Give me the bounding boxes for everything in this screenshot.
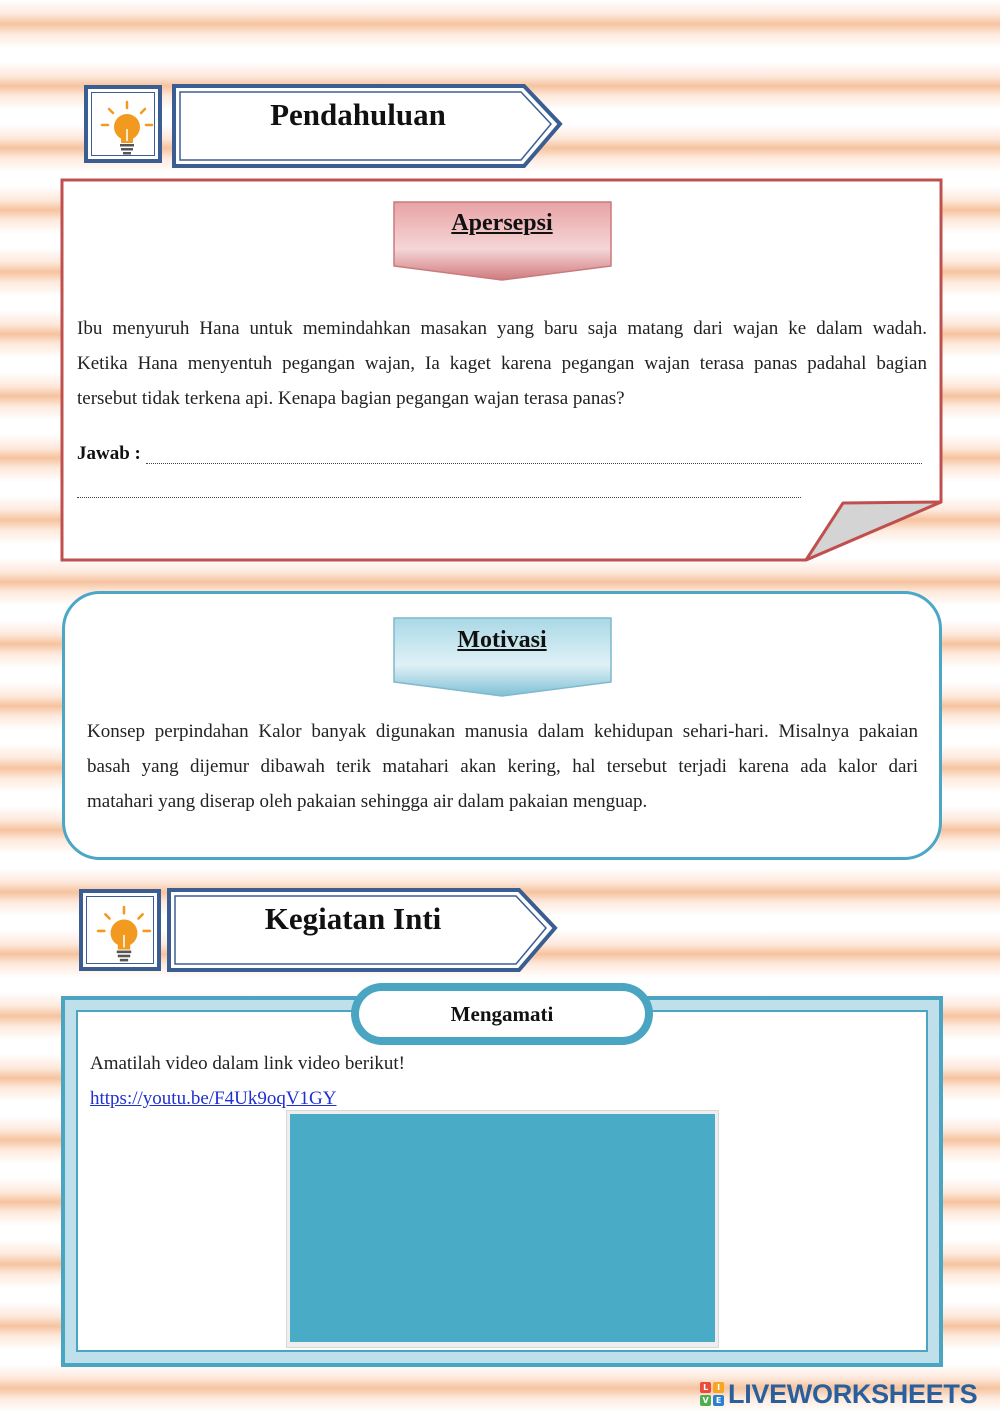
pendahuluan-title: Pendahuluan [270,97,446,132]
motivasi-line: Konsep perpindahan Kalor banyak digunakan manusia dalam kehidupan sehari-hari. Misalnya pakaian [87,721,918,742]
apersepsi-line: Ketika Hana menyentuh pegangan wajan, Ia kaget karena pegangan wajan terasa panas padahal bagian [77,353,927,374]
motivasi-line: basah yang dijemur dibawah terik matahari akan kering, hal tersebut terjadi karena ada kalor dari [87,756,918,777]
mengamati-title: Mengamati [450,1002,554,1026]
apersepsi-title: Apersepsi [451,210,553,236]
motivasi-title: Motivasi [457,627,547,653]
answer-field-line-2[interactable] [77,497,801,498]
motivasi-text [87,714,918,819]
kegiatan-inti-icon-box [79,889,161,971]
liveworksheets-watermark [700,1378,977,1410]
lightbulb-icon [98,99,156,157]
apersepsi-text [77,311,927,416]
motivasi-line: matahari yang diserap oleh pakaian sehingga air dalam pakaian menguap. [87,791,648,812]
apersepsi-line: Ibu menyuruh Hana untuk memindahkan masakan yang baru saja matang dari wajan ke dalam wadah. [77,318,927,339]
answer-field[interactable] [146,446,922,464]
liveworksheets-logo: L I V E [700,1382,724,1406]
mengamati-instruction: Amatilah video dalam link video berikut! [90,1053,406,1074]
apersepsi-line: tersebut tidak terkena api. Kenapa bagian pegangan wajan terasa panas? [77,388,625,409]
watermark-text: LIVEWORKSHEETS [728,1378,978,1409]
video-link[interactable]: https://youtu.be/F4Uk9oqV1GY [90,1088,337,1109]
video-player[interactable] [290,1114,715,1342]
pendahuluan-icon-box [84,85,162,163]
lightbulb-icon [94,904,154,964]
answer-label: Jawab : [77,443,141,464]
kegiatan-inti-title: Kegiatan Inti [264,901,442,936]
